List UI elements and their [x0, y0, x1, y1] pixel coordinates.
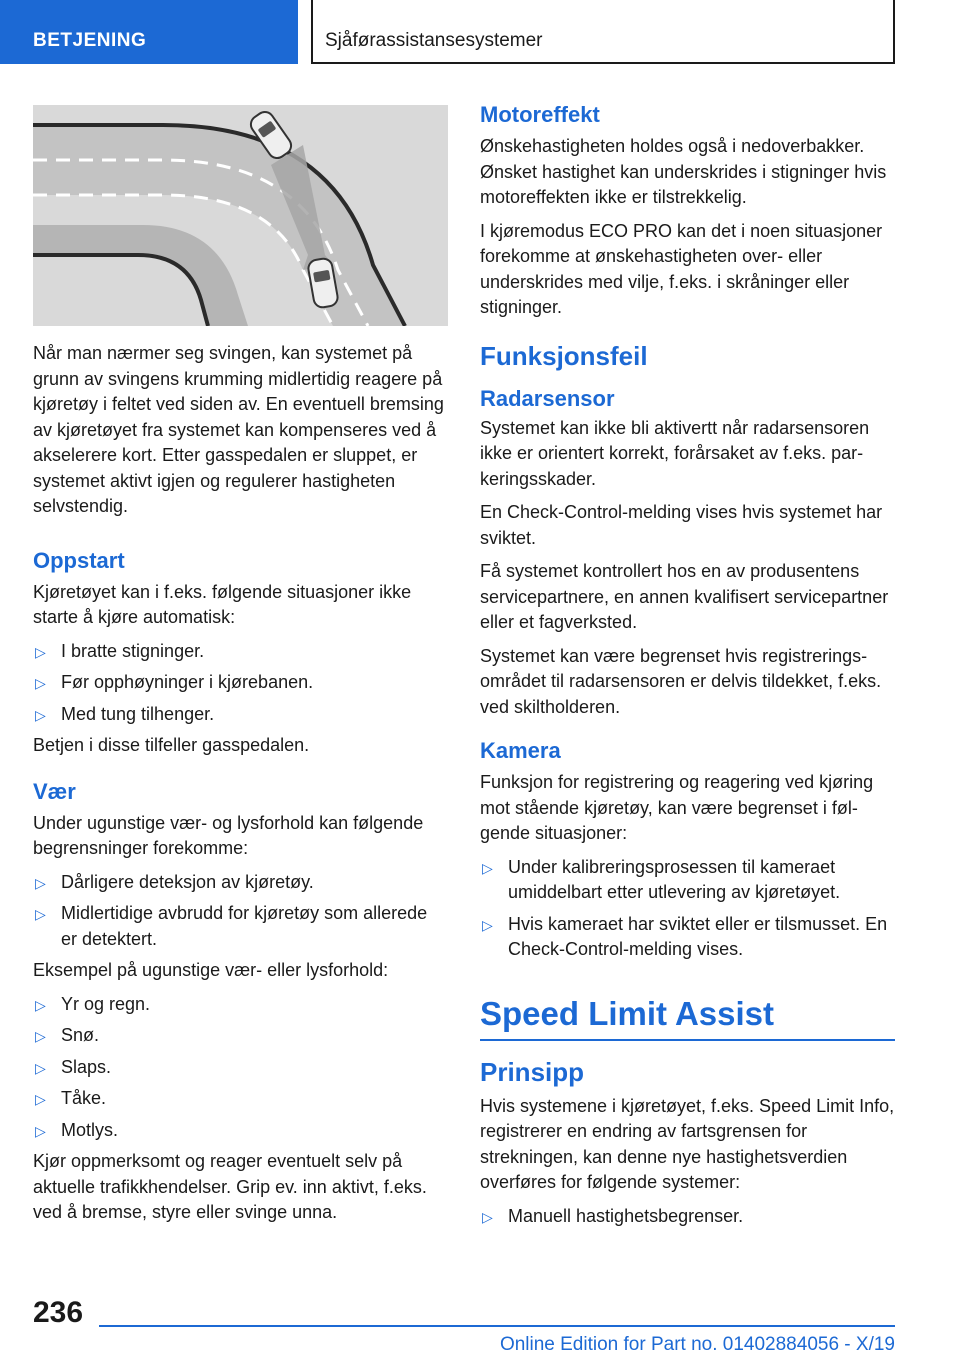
triangle-bullet-icon: ▷	[482, 1208, 493, 1225]
vaer-list2	[33, 992, 448, 1144]
triangle-bullet-icon: ▷	[35, 1122, 46, 1139]
header-chapter-label: Sjåførassistansesystemer	[325, 30, 543, 51]
triangle-bullet-icon: ▷	[35, 1091, 46, 1107]
radarsensor-p4: Systemet kan være begrenset hvis registreringsområdet til radarsensoren er delvis tildekket, f.eks. ved skiltholderen.	[480, 645, 882, 717]
heading-speed-limit-assist: Speed Limit Assist	[480, 994, 775, 1032]
curve-road-illustration	[33, 105, 448, 326]
motoreffekt-p2: I kjøremodus ECO PRO kan det i noen situasjoner forekomme at ønskehastigheten over- eller underskrides med vilje, f.eks. i skråninger eller stigninger.	[480, 220, 883, 317]
motoreffekt-p1: Ønskehastigheten holdes også i nedoverbakker. Ønsket hastighet kan underskrides i stigninger hvis motoreffekten ikke er tilstrekkelig.	[480, 136, 887, 207]
radarsensor-p1: Systemet kan ikke bli aktivertt når radarsensoren ikke er orientert korrekt, forårsaket av f.eks. parkeringsskader.	[480, 417, 870, 489]
kamera-text: Funksjon for registrering og reagering ved kjøring mot stående kjøretøy, kan være begrenset i følgende situasjoner:	[480, 772, 874, 843]
list-item: ▷ Hvis kameraet har sviktet eller er tilsmusset. En Check-Control-melding vises.	[482, 913, 888, 959]
triangle-bullet-icon: ▷	[35, 1028, 46, 1044]
radarsensor-p3: Få systemet kontrollert hos en av produsentens servicepartnere, en annen kvalifisert servicepartner eller et fagverksted.	[480, 561, 889, 632]
kamera-list	[480, 855, 895, 963]
right-column	[480, 102, 895, 1235]
triangle-bullet-icon: ▷	[35, 706, 46, 723]
intro-paragraph: Når man nærmer seg svingen, kan systemet på grunn av svingens krumming midlertidig reagere på kjøretøy i feltet ved siden av. En eventuell bremsing av kjøretøyet fra systemet kan kompenseres ved å akselerere kort. Etter gasspedalen er sluppet, er systemet aktivt igjen og regulerer hastigheten selvstendig.	[33, 343, 444, 516]
heading-funksjonsfeil: Funksjonsfeil	[480, 340, 648, 371]
left-column	[33, 105, 448, 1234]
triangle-bullet-icon: ▷	[35, 643, 46, 660]
list-item: ▷ Manuell hastighetsbegrenser.	[480, 1204, 895, 1230]
triangle-bullet-icon: ▷	[35, 1059, 46, 1076]
triangle-bullet-icon: ▷	[482, 859, 493, 876]
triangle-bullet-icon: ▷	[482, 916, 493, 933]
list-item: ▷ I bratte stigninger.	[33, 639, 448, 665]
oppstart-after: Betjen i disse tilfeller gasspedalen.	[33, 735, 310, 755]
heading-radarsensor: Radarsensor	[480, 385, 615, 411]
vaer-text2: Eksempel på ugunstige vær- eller lysforhold:	[33, 960, 389, 980]
triangle-bullet-icon: ▷	[35, 675, 46, 691]
heading-prinsipp: Prinsipp	[480, 1056, 585, 1087]
oppstart-text: Kjøretøyet kan i f.eks. følgende situasjoner ikke starte å kjøre automatisk:	[33, 581, 412, 627]
oppstart-list	[33, 639, 448, 728]
heading-oppstart: Oppstart	[33, 547, 125, 573]
header-chapter-box	[311, 0, 895, 64]
header-section-tab	[0, 0, 298, 64]
list-item: ▷ Slaps.	[33, 1055, 448, 1081]
list-item: ▷ Under kalibreringsprosessen til kameraet umiddelbart etter utlevering av kjøretøyet.	[482, 856, 841, 902]
header-section-label: BETJENING	[33, 30, 147, 51]
list-item: ▷ Midlertidige avbrudd for kjøretøy som allerede er detektert.	[35, 903, 428, 949]
triangle-bullet-icon: ▷	[35, 874, 46, 891]
list-item: ▷ Dårligere deteksjon av kjøretøy.	[33, 870, 448, 896]
list-item: ▷ Motlys.	[33, 1118, 448, 1144]
footer-edition: Online Edition for Part no. 01402884056 - X/19	[499, 1334, 895, 1355]
heading-kamera: Kamera	[480, 738, 561, 763]
list-item: ▷ Med tung tilhenger.	[33, 702, 448, 728]
triangle-bullet-icon: ▷	[35, 996, 46, 1013]
list-item: ▷ Snø.	[33, 1023, 448, 1049]
list-item: ▷ Før opphøyninger i kjørebanen.	[33, 670, 448, 696]
speed-limit-heading-wrap	[480, 995, 895, 1041]
list-item: ▷ Tåke.	[33, 1086, 448, 1112]
vaer-list	[33, 870, 448, 953]
page-number: 236	[33, 1296, 84, 1329]
prinsipp-text: Hvis systemene i kjøretøyet, f.eks. Speed Limit Info, registrerer en endring av fartsgrensen for strekningen, kan denne nye hastighetsverdien overføres for følgende systemer:	[480, 1095, 895, 1192]
triangle-bullet-icon: ▷	[35, 906, 46, 922]
vaer-after: Kjør oppmerksomt og reager eventuelt selv på aktuelle trafikkhendelser. Grip ev. inn aktivt, f.eks. ved å bremse, styre eller svinge unna.	[33, 1151, 427, 1222]
radarsensor-p2: En Check-Control-melding vises hvis systemet har sviktet.	[480, 502, 883, 548]
vaer-text: Under ugunstige vær- og lysforhold kan følgende begrensninger forekomme:	[33, 812, 424, 858]
prinsipp-list	[480, 1204, 895, 1230]
heading-vaer: Vær	[33, 778, 76, 804]
footer-rule	[99, 1325, 895, 1327]
list-item: ▷ Yr og regn.	[33, 992, 448, 1018]
heading-motoreffekt: Motoreffekt	[480, 102, 600, 127]
